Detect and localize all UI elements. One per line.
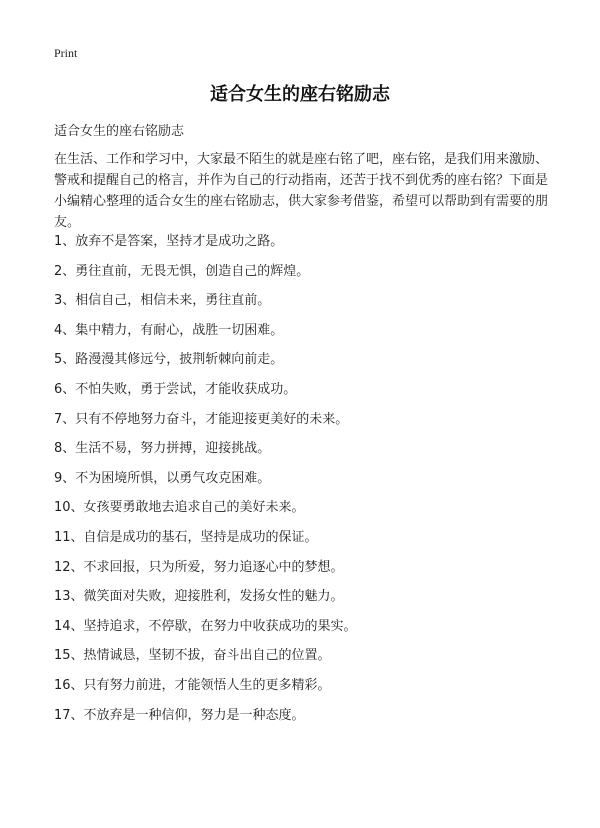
list-item: 12、不求回报，只为所爱，努力追逐心中的梦想。	[54, 559, 344, 575]
list-item: 5、路漫漫其修远兮，披荆斩棘向前走。	[54, 352, 284, 368]
list-item: 15、热情诚恳，坚韧不拔，奋斗出自己的位置。	[54, 648, 331, 664]
list-item: 1、放弃不是答案，坚持才是成功之路。	[54, 234, 284, 249]
list-item: 3、相信自己，相信未来，勇往直前。	[54, 293, 271, 309]
subtitle: 适合女生的座右铭励志	[54, 124, 185, 139]
motto-list	[54, 233, 548, 736]
list-item: 11、自信是成功的基石，坚持是成功的保证。	[54, 529, 318, 545]
list-item: 10、女孩要勇敢地去追求自己的美好未来。	[54, 500, 305, 516]
list-item: 9、不为困境所惧，以勇气攻克困难。	[54, 470, 271, 486]
list-item: 17、不放弃是一种信仰，努力是一种态度。	[54, 707, 305, 723]
list-item: 4、集中精力，有耐心，战胜一切困难。	[54, 322, 284, 338]
list-item: 8、生活不易，努力拼搏，迎接挑战。	[54, 441, 271, 457]
list-item: 7、只有不停地努力奋斗，才能迎接更美好的未来。	[54, 411, 349, 427]
page-title: 适合女生的座右铭励志	[210, 84, 390, 105]
list-item: 13、微笑面对失败，迎接胜利，发扬女性的魅力。	[54, 589, 344, 605]
intro-paragraph: 在生活、工作和学习中，大家最不陌生的就是座右铭了吧，座右铭，是我们用来激励、警戒和提醒自己的格言，并作为自己的行动指南，还苦于找不到优秀的座右铭？下面是小编精心整理的适合女生的座右铭励志，供大家参考借鉴，希望可以帮助到有需要的朋友。	[54, 152, 549, 230]
list-item: 14、坚持追求，不停歇，在努力中收获成功的果实。	[54, 618, 357, 634]
print-link[interactable]: Print	[54, 46, 78, 60]
list-item: 16、只有努力前进，才能领悟人生的更多精彩。	[54, 677, 331, 693]
list-item: 2、勇往直前，无畏无惧，创造自己的辉煌。	[54, 263, 310, 279]
list-item: 6、不怕失败，勇于尝试，才能收获成功。	[54, 381, 297, 397]
